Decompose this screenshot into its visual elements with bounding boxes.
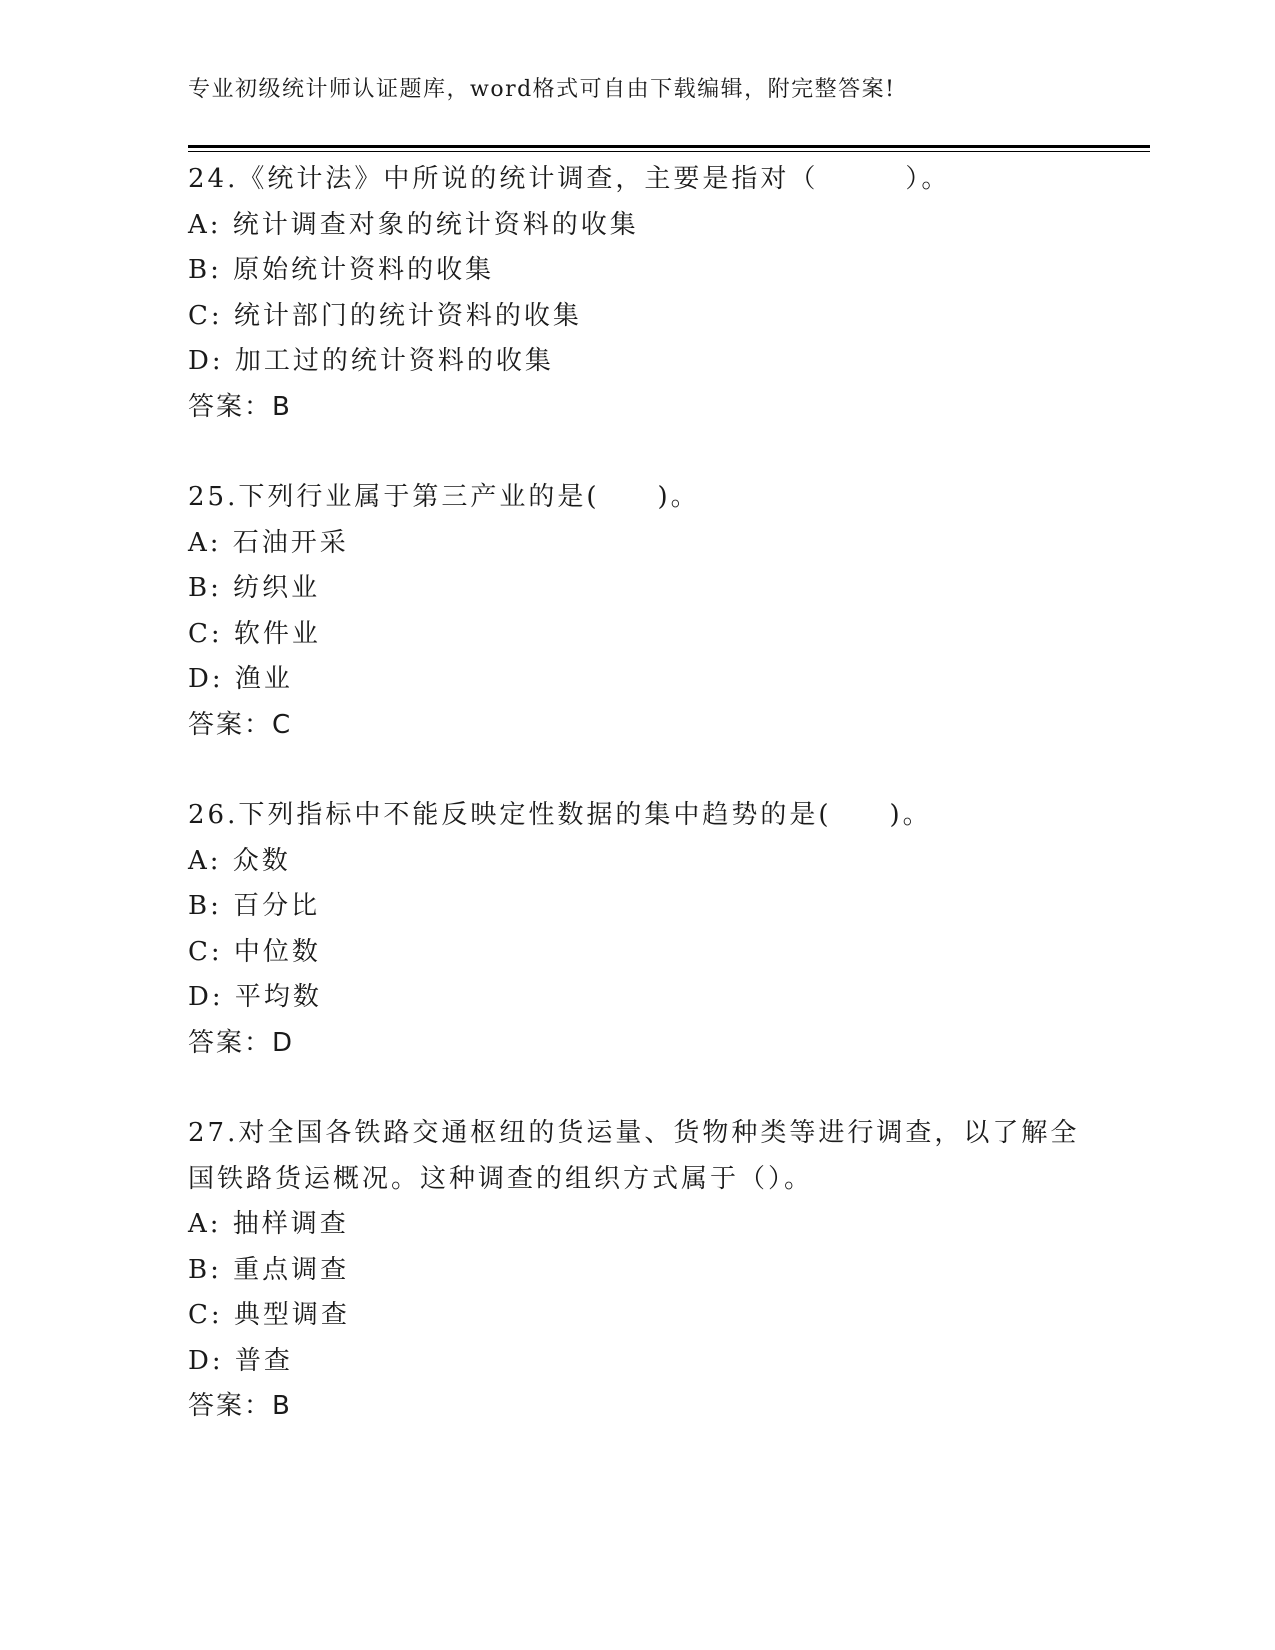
question-24 — [188, 157, 1088, 430]
question-26 — [188, 793, 1088, 1066]
option-b: B: 重点调查 — [188, 1254, 350, 1285]
option-b: B: 百分比 — [188, 891, 321, 921]
option-b: B: 原始统计资料的收集 — [188, 255, 495, 285]
option-d: D: 加工过的统计资料的收集 — [188, 346, 554, 376]
question-25 — [188, 475, 1088, 748]
header-rule-thick — [188, 145, 1150, 148]
option-a: A: 石油开采 — [188, 527, 349, 558]
answer: 答案：B — [188, 1391, 292, 1421]
option-b: B: 纺织业 — [188, 573, 321, 603]
option-c: C: 中位数 — [188, 936, 321, 967]
option-c: C: 软件业 — [188, 618, 321, 649]
option-a: A: 众数 — [188, 845, 291, 876]
answer: 答案：B — [188, 391, 292, 422]
question-stem: 25.下列行业属于第三产业的是( )。 — [188, 482, 700, 512]
question-27 — [188, 1111, 1088, 1430]
option-a: A: 抽样调查 — [188, 1209, 349, 1239]
option-d: D: 平均数 — [188, 982, 322, 1012]
question-stem: 26.下列指标中不能反映定性数据的集中趋势的是( )。 — [188, 800, 932, 830]
option-d: D: 普查 — [188, 1345, 293, 1376]
answer: 答案：C — [188, 709, 293, 740]
question-stem: 27.对全国各铁路交通枢纽的货运量、货物种类等进行调查，以了解全 — [188, 1118, 1080, 1148]
option-c: C: 统计部门的统计资料的收集 — [188, 300, 582, 331]
question-list — [188, 157, 1088, 1475]
option-a: A: 统计调查对象的统计资料的收集 — [188, 209, 639, 240]
option-c: C: 典型调查 — [188, 1300, 350, 1330]
question-stem-continued: 国铁路货运概况。这种调查的组织方式属于（）。 — [188, 1163, 814, 1194]
answer: 答案：D — [188, 1027, 295, 1058]
header-rule-thin — [188, 151, 1150, 152]
question-stem: 24.《统计法》中所说的统计调查，主要是指对（ ）。 — [188, 164, 951, 194]
page-header: 专业初级统计师认证题库，word格式可自由下载编辑，附完整答案! — [188, 77, 896, 102]
option-d: D: 渔业 — [188, 664, 293, 694]
